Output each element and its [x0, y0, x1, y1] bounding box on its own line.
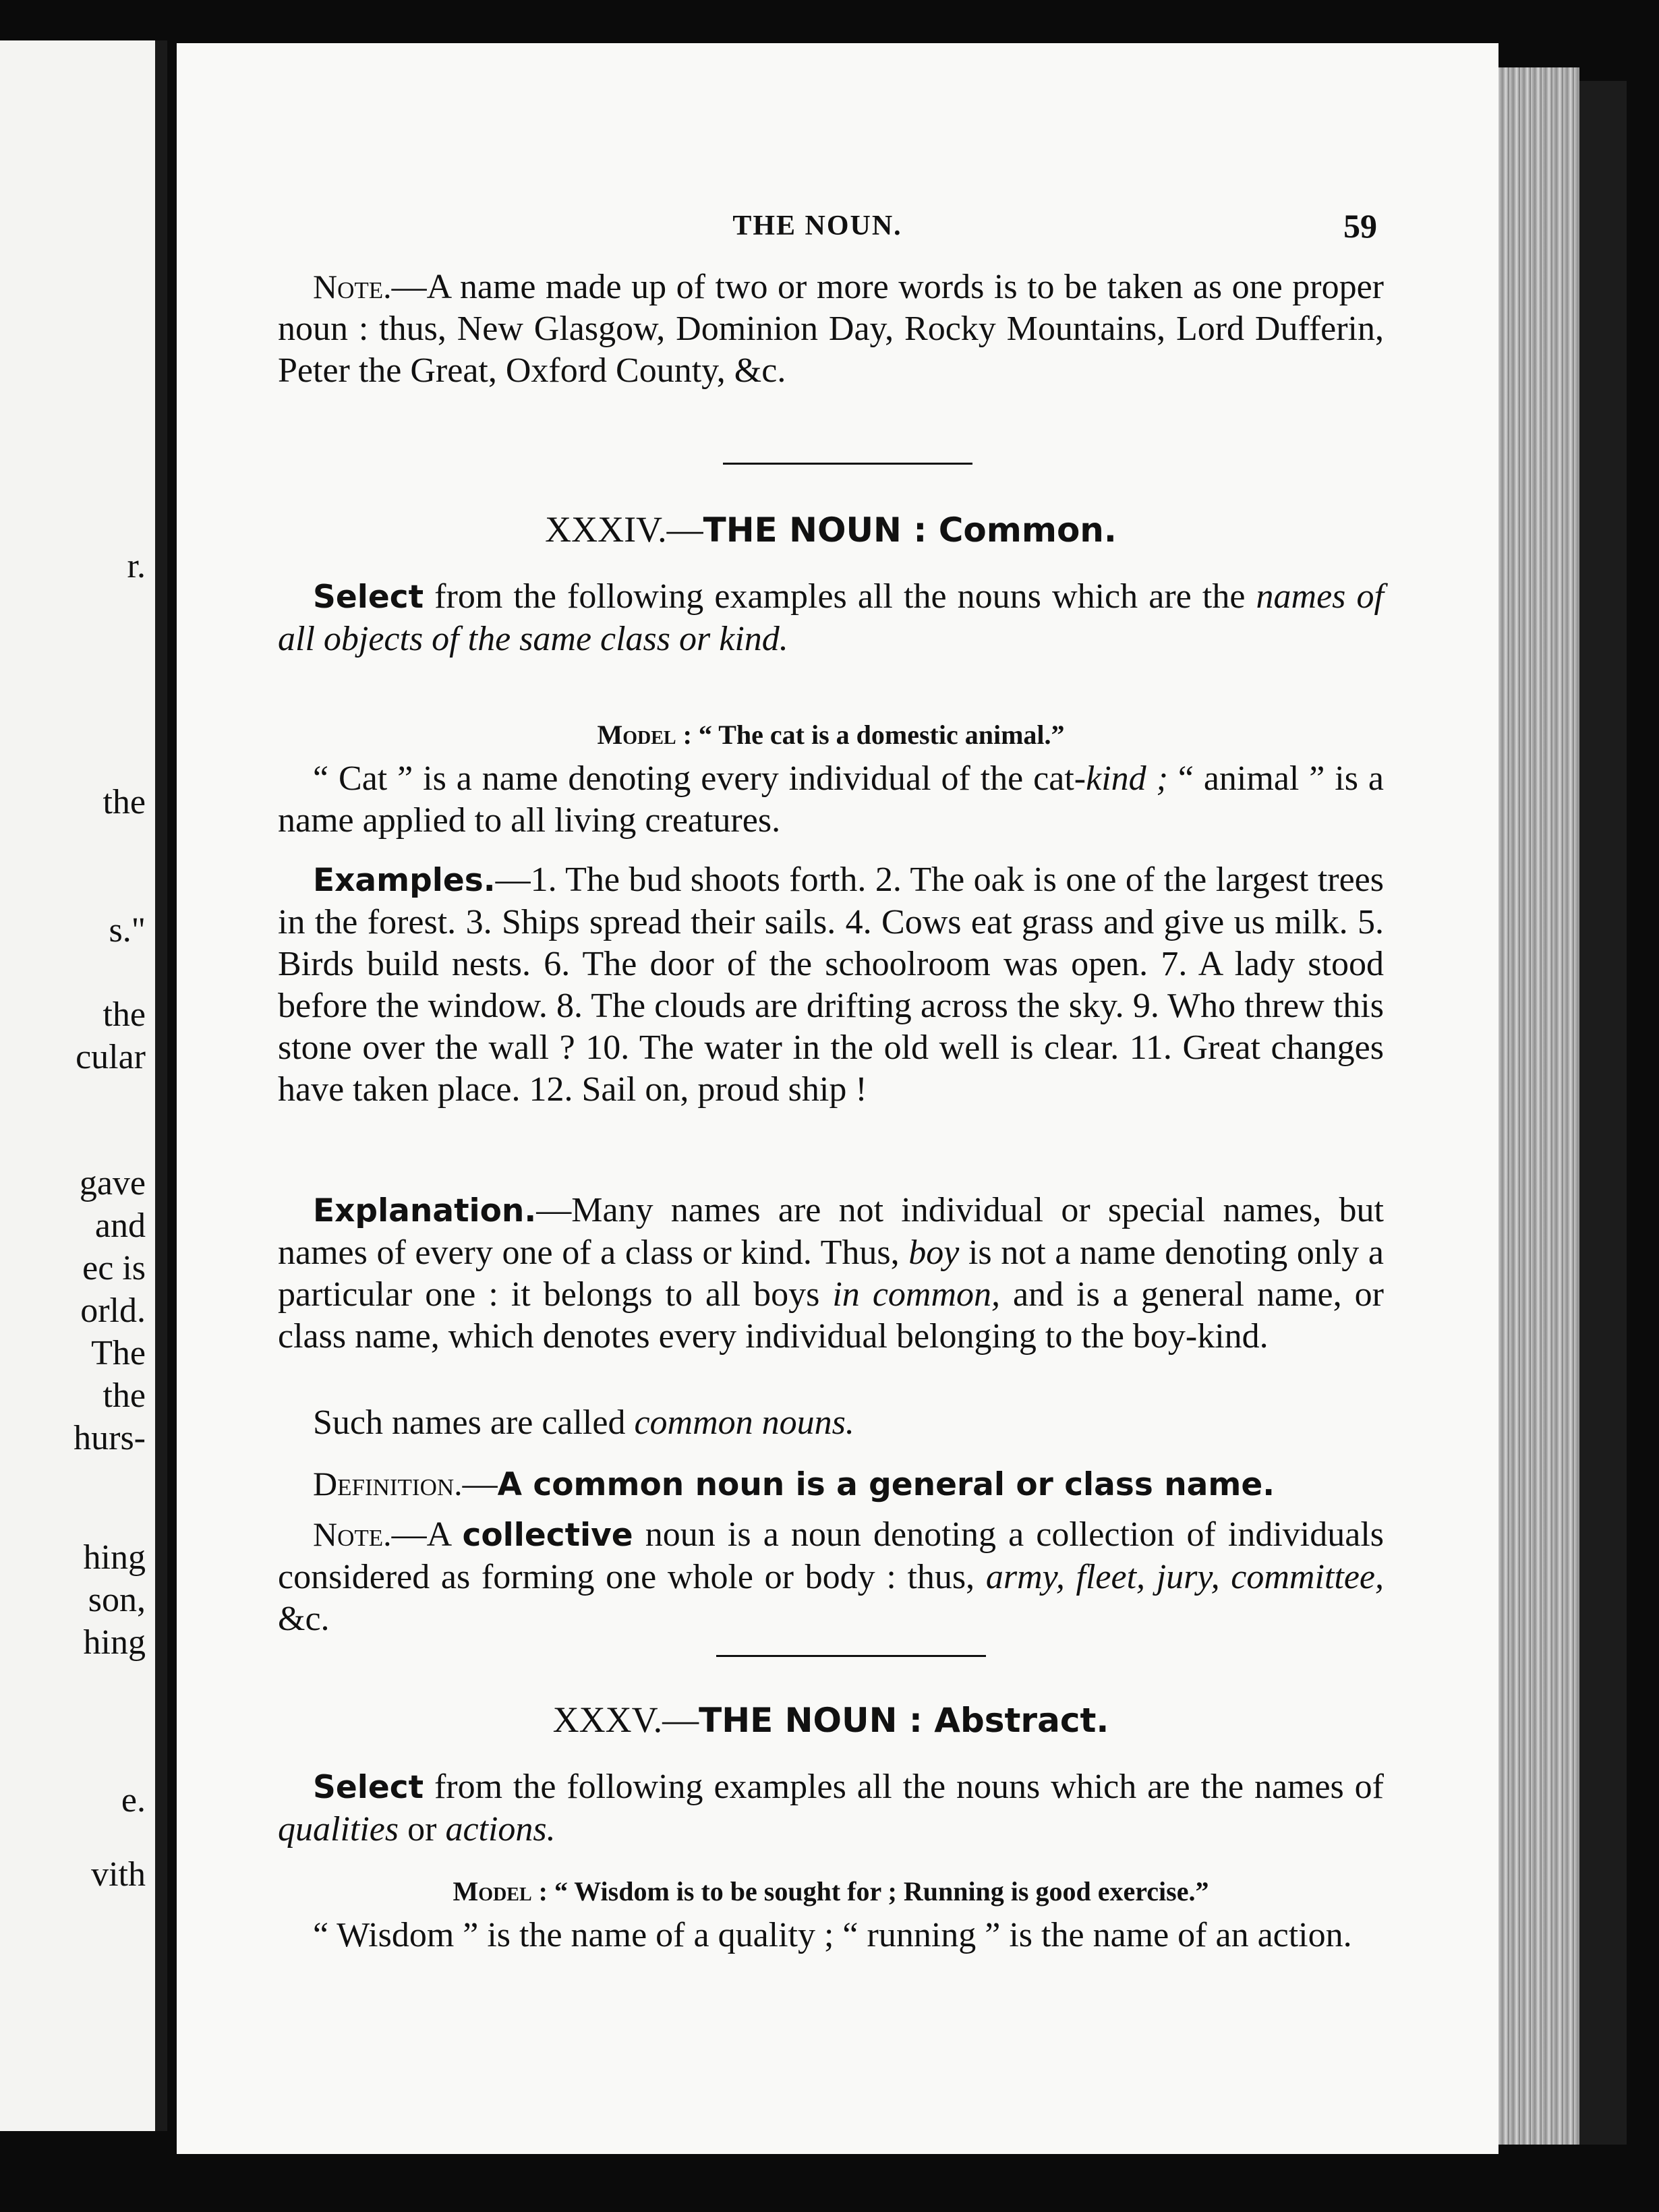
- model-expl-text: “ Wisdom ” is the name of a quality ; “ running ” is the name of an action.: [313, 1916, 1352, 1954]
- left-page-fragment: s.": [109, 911, 146, 950]
- explanation-text: —Many names are not individual or special names, but names of every one of a class or kind. Thus,: [278, 1191, 1384, 1272]
- note-italic: army, fleet, jury, committee,: [985, 1558, 1384, 1596]
- left-page-fragment: vith: [91, 1855, 146, 1894]
- note-proper-noun: [278, 266, 1384, 392]
- section-heading-xxxv: [278, 1699, 1384, 1741]
- model-explanation: [278, 758, 1384, 842]
- examples-label: Examples.: [313, 862, 496, 899]
- model-expl-text: “ Cat ” is a name denoting every individual of the cat-: [313, 759, 1086, 798]
- left-page-fragment: the: [103, 1376, 146, 1415]
- left-page-fragment: son,: [88, 1581, 146, 1619]
- note-label: Note.: [313, 1515, 392, 1553]
- left-page-fragment: orld.: [80, 1291, 146, 1330]
- section-divider: [723, 463, 972, 465]
- left-page-fragment: ec is: [82, 1249, 146, 1287]
- model-text: “ The cat is a domestic animal.”: [691, 720, 1065, 750]
- model-label: Model :: [453, 1876, 548, 1907]
- definition-dash: —: [462, 1465, 498, 1503]
- select-or: or: [399, 1810, 446, 1849]
- model-label: Model :: [597, 720, 692, 750]
- explanation-paragraph: [278, 1190, 1384, 1358]
- note-collective: [278, 1513, 1384, 1640]
- explanation-italic: boy: [908, 1233, 960, 1272]
- heading-number: XXXV.—: [552, 1699, 699, 1740]
- explanation-label: Explanation.: [313, 1192, 537, 1229]
- instruction-paragraph: [278, 1766, 1384, 1851]
- left-page-fragment: hing: [83, 1538, 146, 1577]
- select-italic: names of all objects of the same class or kind.: [278, 577, 1384, 658]
- select-italic: qualities: [278, 1810, 399, 1849]
- left-page-fragment: and: [94, 1206, 146, 1245]
- heading-rest: : Common.: [901, 511, 1117, 550]
- page-edges: [1498, 67, 1579, 2145]
- examples-text: —1. The bud shoots forth. 2. The oak is one of the largest trees in the forest. 3. Ships spread their sails. 4. Cows eat grass and give us milk. 5. Birds build nests. 6. The door of the schoolroom was open. 7. A lady stood before the window. 8. The clouds are drifting across the sky. 9. Who threw this stone over the wall ? 10. The water in the old well is clear. 11. Great changes have taken place. 12. Sail on, proud ship !: [278, 861, 1384, 1109]
- left-page-fragment: cular: [76, 1038, 146, 1076]
- explanation-italic-2: in common,: [832, 1275, 1001, 1314]
- examples-paragraph: [278, 859, 1384, 1111]
- heading-bold: THE NOUN: [699, 1701, 898, 1740]
- page-number: 59: [1343, 207, 1377, 245]
- note-text: A name made up of two or more words is to be taken as one proper noun : thus, New Glasgow, Dominion Day, Rocky Mountains, Lord Dufferin, Peter the Great, Oxford County, &c.: [278, 268, 1384, 390]
- model-text: “ Wisdom is to be sought for ; Running is good exercise.”: [547, 1876, 1209, 1907]
- book-page: [177, 43, 1498, 2154]
- left-page-fragment: The: [91, 1334, 146, 1372]
- select-italic-2: actions.: [445, 1810, 556, 1849]
- section-divider: [716, 1655, 986, 1657]
- heading-bold: THE NOUN: [703, 511, 902, 550]
- heading-number: XXXIV.—: [545, 509, 703, 550]
- instruction-paragraph: [278, 576, 1384, 660]
- note-bold: collective: [462, 1517, 633, 1554]
- heading-rest: : Abstract.: [897, 1701, 1109, 1740]
- model-explanation: [278, 1915, 1384, 1956]
- note-text: noun is a noun denoting a collection of individuals considered as forming one whole or body : thus,: [278, 1515, 1384, 1596]
- select-text: from the following examples all the nouns which are the names of: [424, 1768, 1384, 1806]
- explanation-text-3: and is a general name, or class name, which denotes every individual belonging to the boy-kind.: [278, 1275, 1384, 1356]
- definition-text: A common noun is a general or class name.: [497, 1466, 1275, 1503]
- running-title: THE NOUN.: [732, 210, 902, 241]
- running-head: [278, 205, 1377, 252]
- left-page-fragment: hing: [83, 1623, 146, 1662]
- left-facing-page: [0, 40, 167, 2131]
- note-dash: —: [391, 268, 427, 306]
- model-sentence: [278, 1871, 1384, 1913]
- note-end: &c.: [278, 1600, 330, 1638]
- select-text: from the following examples all the nouns which are the: [424, 577, 1256, 616]
- left-page-fragment: gave: [79, 1164, 146, 1202]
- left-page-fragment: the: [103, 995, 146, 1034]
- model-expl-italic: kind ;: [1086, 759, 1168, 798]
- such-text: Such names are called: [313, 1403, 635, 1442]
- explanation-text-2: is not a name denoting only a particular one : it belongs to all boys: [278, 1233, 1384, 1314]
- model-sentence: [278, 714, 1384, 756]
- left-page-fragment: the: [103, 783, 146, 821]
- left-page-fragment: e.: [121, 1781, 146, 1820]
- select-label: Select: [313, 1769, 424, 1806]
- section-heading-xxxiv: [278, 508, 1384, 551]
- book-cover-edge: [1579, 81, 1627, 2145]
- left-page-fragment: r.: [127, 547, 146, 585]
- definition-paragraph: [278, 1463, 1384, 1506]
- note-label: Note.: [313, 268, 392, 305]
- such-names-line: [278, 1402, 1384, 1444]
- such-italic: common nouns.: [634, 1403, 854, 1442]
- left-page-fragment: hurs-: [74, 1419, 146, 1457]
- model-expl-text-2: “ animal ” is a name applied to all living creatures.: [278, 759, 1384, 840]
- definition-label: Definition.: [313, 1465, 463, 1503]
- select-label: Select: [313, 579, 424, 616]
- note-dash: —A: [391, 1515, 463, 1554]
